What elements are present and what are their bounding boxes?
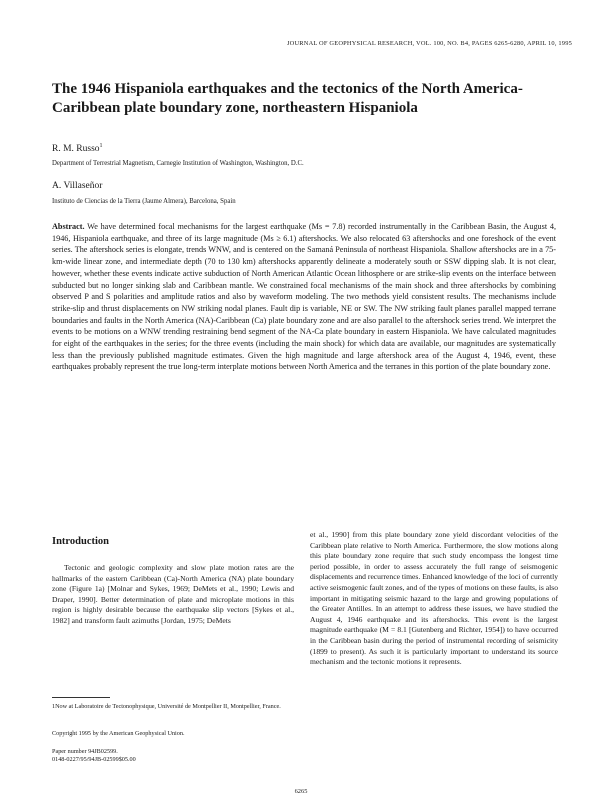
intro-left-column <box>52 563 294 627</box>
paper-title: The 1946 Hispaniola earthquakes and the tectonics of the North America-Caribbean plate boundary zone, northeastern Hispaniola <box>52 81 523 116</box>
author-1-affiliation: Department of Terrestrial Magnetism, Carnegie Institution of Washington, Washington, D.C. <box>52 160 304 167</box>
footnote-rule <box>52 697 110 698</box>
abstract-text: We have determined focal mechanisms for the largest earthquake (Ms = 7.8) recorded instrumentally in the Caribbean Basin, the August 4, 1946, Hispaniola earthquake, and three of its large magnitude (Ms ≥ 6.1) aftershocks. We also relocated 63 aftershocks and one foreshock of the event series. The aftershock series is elongate, trends WNW, and is centered on the Samaná Peninsula of northeast Hispaniola. Shallow aftershocks are in a 75-km-wide linear zone, and intermediate depth (70 to 130 km) aftershocks apparently delineate a moderately south or SSW dipping slab. It is not clear, however, whether these events indicate active subduction of North American Atlantic Ocean lithosphere or are strike-slip events on the interface between subducted but no longer sinking slab and Caribbean mantle. We constrained focal mechanisms of the main shock and three aftershocks by combining observed P and S polarities and amplitude ratios and also by waveform modeling. The two methods yield consistent results. The mechanisms include strike-slip and thrust displacements on NW striking nodal planes. Fault dip is variable, NE or SW. The NW striking fault planes parallel mapped terrane boundaries and faults in the North America (NA)-Caribbean (Ca) plate boundary zone and are also parallel to the aftershock series trend. We interpret the events to be motions on a WNW trending restraining bend segment of the NA-Ca plate boundary in eastern Hispaniola. We have calculated magnitudes for eight of the earthquakes in the series; for the three events (including the main shock) for which data are available, our magnitudes are systematically less than the previously published magnitude estimates. Given the high magnitude and large aftershock area of the August 4, 1946, event, these earthquakes probably represent the true long-term interplate motions between North America and the terranes in this portion of the plate boundary zone. <box>52 222 556 372</box>
intro-right-paragraph: et al., 1990] from this plate boundary zone yield discordant velocities of the Caribbean plate relative to North America. Furthermore, the slow motions along this plate boundary zone require that such study encompass the longest time period possible, in order to assess accurately the full range of seismogenic displacements and recurrence times. Enhanced knowledge of the loci of currently active seismogenic fault zones, and of the types of motions on these faults, is also important in mitigating seismic hazard to the large and growing populations of the Greater Antilles. In an attempt to address these issues, we have studied the August 4, 1946 earthquake and its aftershocks. This event is the largest magnitude earthquake (M = 8.1 [Gutenberg and Richter, 1954]) to have occurred in the Caribbean basin during the period of instrumental recording of seismicity (1899 to present). As such it is particularly important to understand its source mechanism and the tectonic motions it represents. <box>310 530 559 667</box>
copyright-notice: Copyright 1995 by the American Geophysical Union. <box>52 730 185 737</box>
author-1-marker: 1 <box>99 143 103 149</box>
author-1-name: R. M. Russo <box>52 144 100 155</box>
paper-identifiers <box>52 748 136 764</box>
abstract <box>52 221 556 373</box>
footnote: 1Now at Laboratoire de Tectonophysique, Université de Montpellier II, Montpellier, France. <box>52 703 281 710</box>
author-2-name: A. Villaseñor <box>52 181 103 191</box>
section-heading-introduction: Introduction <box>52 536 109 547</box>
author-2 <box>52 181 102 191</box>
intro-right-column <box>310 530 558 668</box>
author-2-affiliation: Instituto de Ciencias de la Tierra (Jaume Almera), Barcelona, Spain <box>52 198 236 205</box>
journal-header: JOURNAL OF GEOPHYSICAL RESEARCH, VOL. 100, NO. B4, PAGES 6265-6280, APRIL 10, 1995 <box>286 40 572 47</box>
author-1 <box>52 143 103 154</box>
page-number: 6265 <box>294 788 308 795</box>
issn-code: 0148-0227/95/94JB-02599$05.00 <box>52 756 136 764</box>
abstract-label: Abstract. <box>52 222 85 231</box>
paper-number: Paper number 94JB02599. <box>52 748 118 755</box>
intro-left-paragraph: Tectonic and geologic complexity and slow plate motion rates are the hallmarks of the eastern Caribbean (Ca)-North America (NA) plate boundary zone (Figure 1a) [Molnar and Sykes, 1969; DeMets et al., 1990; Lewis and Draper, 1990]. Better determination of plate and microplate motions in this region is highly desirable because the earthquake slip vectors [Sykes et al., 1982] and transform fault azimuths [Jordan, 1975; DeMets <box>52 563 294 625</box>
